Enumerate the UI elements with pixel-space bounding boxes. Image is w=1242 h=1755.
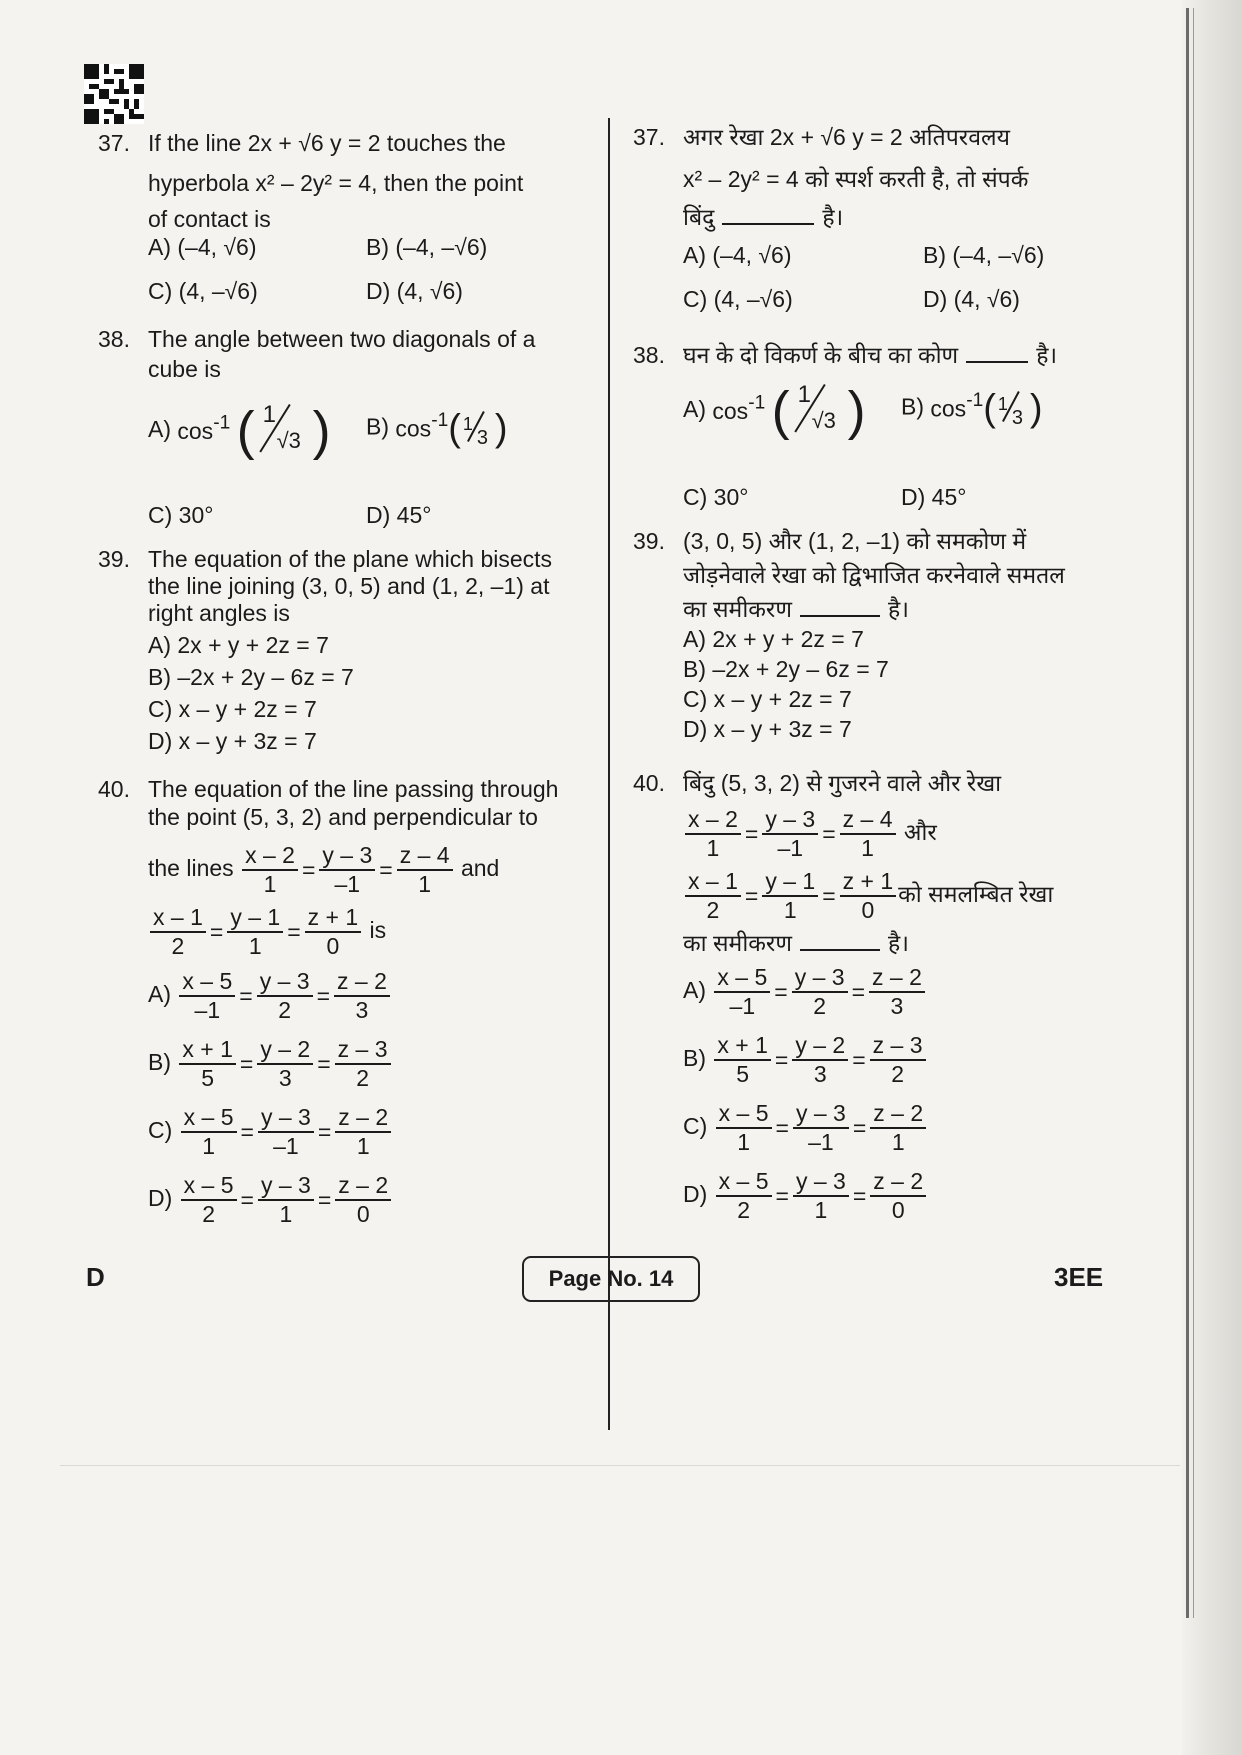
- question-number: 40.: [98, 776, 130, 802]
- option-c: C) (4, –√6): [683, 286, 793, 312]
- fraction: [258, 1172, 314, 1228]
- set-code: D: [86, 1262, 105, 1292]
- equals-sign: =: [209, 919, 224, 945]
- numerator: y – 2: [257, 1036, 313, 1065]
- option-c: C) $\frac{x - 5}{1}$ = $\frac{y - 3}{-1}$ = $\frac{z - 2}{1}$: [148, 1104, 393, 1172]
- numerator: z – 2: [869, 964, 925, 993]
- denominator: 2: [202, 1201, 215, 1227]
- equals-sign: =: [774, 1047, 789, 1073]
- fraction: [870, 1032, 926, 1088]
- denominator: 1: [356, 1133, 370, 1159]
- fraction: [257, 968, 313, 1024]
- fraction: [793, 1168, 849, 1224]
- denominator: 5: [736, 1061, 750, 1087]
- denominator: –1: [808, 1129, 834, 1155]
- question-text: बिंदु (5, 3, 2) से गुजरने वाले और रेखा: [683, 770, 1002, 796]
- option-b: B) $\frac{x + 1}{5}$ = $\frac{y - 2}{3}$ = $\frac{z - 3}{2}$: [683, 1032, 928, 1100]
- scanned-page-edge: [1182, 0, 1242, 1755]
- question-text: x² – 2y² = 4 को स्पर्श करती है, तो संपर्क: [683, 166, 1029, 192]
- equals-sign: =: [379, 857, 393, 883]
- numerator: z + 1: [840, 868, 897, 897]
- fraction: [714, 1032, 771, 1088]
- denominator: 0: [326, 933, 340, 959]
- equals-sign: =: [822, 883, 836, 909]
- equals-sign: =: [822, 821, 836, 847]
- equals-sign: =: [317, 1051, 331, 1077]
- fraction: [840, 868, 897, 924]
- fraction: [181, 1172, 237, 1228]
- fraction: [714, 964, 770, 1020]
- fraction-1-over-root3: 1 √3: [790, 380, 848, 442]
- paren-right: ): [494, 407, 508, 450]
- equals-sign: =: [852, 1047, 866, 1073]
- scan-artifact-line: [60, 1465, 1180, 1466]
- equals-sign: =: [775, 1183, 789, 1209]
- fraction: [793, 1100, 849, 1156]
- option-b: B) –2x + 2y – 6z = 7: [148, 664, 354, 690]
- question-text: cube is: [148, 356, 221, 382]
- option-d: D) 45°: [366, 502, 432, 528]
- option-d: D) (4, √6): [366, 278, 463, 304]
- question-text: the line joining (3, 0, 5) and (1, 2, –1) at: [148, 573, 550, 599]
- paren-right: ): [312, 401, 331, 461]
- denominator: 1: [248, 933, 262, 959]
- inverse-superscript: -1: [431, 410, 449, 431]
- question-text: right angles is: [148, 600, 290, 626]
- denominator: –1: [777, 835, 804, 861]
- numerator: x + 1: [714, 1032, 771, 1061]
- numerator: z – 3: [335, 1036, 391, 1065]
- question-text: The angle between two diagonals of a: [148, 326, 536, 352]
- question-number: 38.: [98, 326, 130, 352]
- inverse-superscript: -1: [213, 412, 231, 434]
- equals-sign: =: [852, 1115, 867, 1141]
- fraction: [840, 806, 896, 862]
- denominator: 1: [279, 1201, 293, 1227]
- numerator: y – 3: [793, 1100, 849, 1129]
- page-number: Page No. 14: [522, 1256, 700, 1302]
- equals-sign: =: [774, 979, 788, 1005]
- fraction: [334, 968, 390, 1024]
- denominator: 2: [891, 1061, 904, 1087]
- fraction: [258, 1104, 314, 1160]
- numerator: y – 2: [792, 1032, 848, 1061]
- equals-sign: =: [239, 983, 253, 1009]
- question-text: The equation of the plane which bisects: [148, 546, 553, 572]
- fraction: [762, 806, 818, 862]
- equals-sign: =: [239, 1051, 254, 1077]
- fraction: [150, 904, 206, 960]
- option-c: C) (4, –√6): [148, 278, 258, 304]
- fraction: [762, 868, 818, 924]
- option-a: A) 2x + y + 2z = 7: [148, 632, 329, 658]
- option-a: A) 2x + y + 2z = 7: [683, 626, 864, 652]
- denominator: 2: [706, 897, 720, 923]
- numerator: z – 4: [397, 842, 453, 871]
- option-a: A) $\frac{x - 5}{-1}$ = $\frac{y - 3}{2}$ = $\frac{z - 2}{3}$: [148, 968, 393, 1036]
- equals-sign: =: [744, 883, 759, 909]
- numerator: x – 1: [150, 904, 206, 933]
- numerator: x – 5: [179, 968, 235, 997]
- page-border-line: [1193, 8, 1194, 1618]
- paper-code: 3EE: [1054, 1262, 1104, 1292]
- question-text: जोड़नेवाले रेखा को द्विभाजित करनेवाले समतल: [683, 562, 1065, 588]
- fraction: [869, 964, 925, 1020]
- line-equation-1: the lines $\frac{x - 2}{1}$ = $\frac{y - 3}{-1}$ = $\frac{z - 4}{1}$ and: [148, 842, 500, 897]
- numerator: y – 3: [257, 968, 313, 997]
- denominator: 2: [356, 1065, 369, 1091]
- numerator: x – 2: [242, 842, 298, 871]
- denominator: 1: [737, 1129, 750, 1155]
- option-b: B) –2x + 2y – 6z = 7: [683, 656, 889, 682]
- option-d: D) $\frac{x - 5}{2}$ = $\frac{y - 3}{1}$ = $\frac{z - 2}{0}$: [683, 1168, 928, 1236]
- equals-sign: =: [316, 983, 331, 1009]
- fraction: [685, 806, 741, 862]
- question-number: 38.: [633, 342, 665, 368]
- answer-blank: [966, 341, 1028, 363]
- fraction: [685, 868, 741, 924]
- question-text: The equation of the line passing through: [148, 776, 559, 802]
- equals-sign: =: [851, 979, 866, 1005]
- option-b: B) (–4, –√6): [366, 234, 488, 260]
- numerator: z + 1: [305, 904, 362, 933]
- denominator: –1: [334, 871, 361, 897]
- denominator: 1: [891, 1129, 905, 1155]
- denominator: 0: [861, 897, 875, 923]
- fraction-1-over-3: 1 3: [996, 389, 1030, 429]
- fraction: [319, 842, 375, 898]
- numerator: x – 2: [685, 806, 741, 835]
- question-text: बिंदु है।: [683, 204, 844, 230]
- option-d: D) $\frac{x - 5}{2}$ = $\frac{y - 3}{1}$ = $\frac{z - 2}{0}$: [148, 1172, 393, 1240]
- question-text: घन के दो विकर्ण के बीच का कोण है।: [683, 342, 1058, 368]
- numerator: z – 4: [840, 806, 896, 835]
- qr-code-icon: [84, 64, 144, 124]
- fraction: [335, 1104, 391, 1160]
- line-equation-2: $\frac{x - 1}{2}$ = $\frac{y - 1}{1}$ = $\frac{z + 1}{0}$ is: [148, 904, 598, 960]
- line-equation-1: $\frac{x - 2}{1}$ = $\frac{y - 3}{-1}$ = $\frac{z - 4}{1}$ और: [683, 806, 1113, 862]
- fraction: [257, 1036, 313, 1092]
- option-d: D) x – y + 3z = 7: [148, 728, 317, 754]
- numerator: y – 1: [227, 904, 283, 933]
- fraction: [335, 1036, 391, 1092]
- numerator: x + 1: [179, 1036, 236, 1065]
- equals-sign: =: [301, 857, 316, 883]
- denominator: 3: [278, 1065, 292, 1091]
- denominator: 3: [890, 993, 904, 1019]
- question-number: 39.: [98, 546, 130, 572]
- denominator: 2: [813, 993, 827, 1019]
- option-a: A) $\frac{x - 5}{-1}$ = $\frac{y - 3}{2}$ = $\frac{z - 2}{3}$: [683, 964, 928, 1032]
- question-text: अगर रेखा 2x + √6 y = 2 अतिपरवलय: [683, 124, 1010, 150]
- denominator: 2: [171, 933, 185, 959]
- cos-text: cos: [177, 418, 214, 444]
- question-text: of contact is: [148, 206, 271, 232]
- option-c: C) 30°: [683, 484, 749, 510]
- numerator: x – 5: [716, 1100, 772, 1129]
- option-d: D) x – y + 3z = 7: [683, 716, 852, 742]
- page-border-line: [1186, 8, 1189, 1618]
- fraction: [242, 842, 298, 898]
- fraction: [870, 1100, 926, 1156]
- option-a: [148, 400, 331, 462]
- answer-blank: [722, 203, 814, 225]
- numerator: y – 1: [762, 868, 818, 897]
- option-c: C) $\frac{x - 5}{1}$ = $\frac{y - 3}{-1}$ = $\frac{z - 2}{1}$: [683, 1100, 928, 1168]
- numerator: z – 2: [335, 1172, 391, 1201]
- cos-text: cos: [395, 415, 432, 442]
- denominator: 5: [201, 1065, 215, 1091]
- denominator: 1: [202, 1133, 215, 1159]
- denominator: 1: [783, 897, 797, 923]
- numerator: y – 3: [319, 842, 375, 871]
- denominator: 1: [861, 835, 874, 861]
- option-c: C) x – y + 2z = 7: [148, 696, 317, 722]
- option-label: A): [148, 416, 171, 443]
- numerator: z – 2: [334, 968, 390, 997]
- option-d: D) 45°: [901, 484, 967, 510]
- numerator: z – 2: [870, 1168, 926, 1197]
- fraction-1-over-root3: 1 √3: [255, 400, 313, 462]
- question-text: the point (5, 3, 2) and perpendicular to: [148, 804, 538, 830]
- line-equation-2: $\frac{x - 1}{2}$ = $\frac{y - 1}{1}$ = $\frac{z + 1}{0}$ को समलम्बित रेखा: [683, 868, 1113, 924]
- option-a: A) $\cos^{-1}$ ( 1 √3 ): [683, 381, 866, 441]
- fraction: [179, 1036, 236, 1092]
- numerator: y – 3: [792, 964, 848, 993]
- numerator: x – 1: [685, 868, 741, 897]
- numerator: z – 2: [335, 1104, 391, 1133]
- denominator: 0: [891, 1197, 905, 1223]
- denominator: –1: [729, 993, 756, 1019]
- denominator: 0: [356, 1201, 370, 1227]
- question-text: If the line 2x + √6 y = 2 touches the: [148, 130, 506, 156]
- denominator: 1: [418, 871, 432, 897]
- equals-sign: =: [317, 1187, 332, 1213]
- fraction: [397, 842, 453, 898]
- denominator: 3: [355, 997, 369, 1023]
- fraction: [181, 1104, 237, 1160]
- option-b: B) $\frac{x + 1}{5}$ = $\frac{y - 2}{3}$ = $\frac{z - 3}{2}$: [148, 1036, 393, 1104]
- question-text: hyperbola x² – 2y² = 4, then the point: [148, 170, 524, 196]
- denominator: 1: [263, 871, 277, 897]
- option-a: A) (–4, √6): [683, 242, 792, 268]
- numerator: z – 3: [870, 1032, 926, 1061]
- fraction: [792, 964, 848, 1020]
- column-divider: [608, 118, 610, 1430]
- fraction: [227, 904, 283, 960]
- numerator: z – 2: [870, 1100, 926, 1129]
- numerator: x – 5: [716, 1168, 772, 1197]
- paren-left: (: [448, 407, 461, 450]
- option-label: B): [366, 413, 389, 440]
- numerator: y – 3: [258, 1172, 314, 1201]
- fraction: [179, 968, 235, 1024]
- question-text: (3, 0, 5) और (1, 2, –1) को समकोण में: [683, 528, 1027, 554]
- denominator: 1: [706, 835, 720, 861]
- numerator: x – 5: [181, 1172, 237, 1201]
- fraction-1-over-3: 1 3: [461, 409, 495, 449]
- equals-sign: =: [744, 821, 759, 847]
- option-a: A) (–4, √6): [148, 234, 257, 260]
- option-c: C) x – y + 2z = 7: [683, 686, 852, 712]
- equals-sign: =: [775, 1115, 789, 1141]
- fraction: [870, 1168, 926, 1224]
- numerator: y – 3: [793, 1168, 849, 1197]
- equals-sign: =: [852, 1183, 867, 1209]
- option-d: D) (4, √6): [923, 286, 1020, 312]
- equals-sign: =: [240, 1187, 254, 1213]
- answer-blank: [800, 595, 880, 617]
- answer-blank: [800, 929, 880, 951]
- denominator: 2: [278, 997, 292, 1023]
- fraction: [305, 904, 362, 960]
- question-text: का समीकरण है।: [683, 930, 909, 956]
- equals-sign: =: [287, 919, 301, 945]
- option-c: C) 30°: [148, 502, 214, 528]
- equals-sign: =: [240, 1119, 254, 1145]
- denominator: –1: [194, 997, 221, 1023]
- option-b: B) (–4, –√6): [923, 242, 1045, 268]
- denominator: 2: [737, 1197, 750, 1223]
- equals-sign: =: [317, 1119, 332, 1145]
- question-number: 40.: [633, 770, 665, 796]
- numerator: y – 3: [762, 806, 818, 835]
- question-text: का समीकरण है।: [683, 596, 909, 622]
- denominator: 3: [813, 1061, 827, 1087]
- option-b: B) $\cos^{-1}$( 1 3 ): [901, 387, 1043, 430]
- denominator: –1: [273, 1133, 299, 1159]
- denominator: 1: [814, 1197, 828, 1223]
- fraction: [792, 1032, 848, 1088]
- question-number: 37.: [633, 124, 665, 150]
- fraction: [716, 1168, 772, 1224]
- paren-left: (: [236, 401, 255, 461]
- numerator: y – 3: [258, 1104, 314, 1133]
- numerator: x – 5: [714, 964, 770, 993]
- question-number: 39.: [633, 528, 665, 554]
- fraction: [335, 1172, 391, 1228]
- numerator: x – 5: [181, 1104, 237, 1133]
- question-number: 37.: [98, 130, 130, 156]
- option-b: [366, 406, 508, 449]
- fraction: [716, 1100, 772, 1156]
